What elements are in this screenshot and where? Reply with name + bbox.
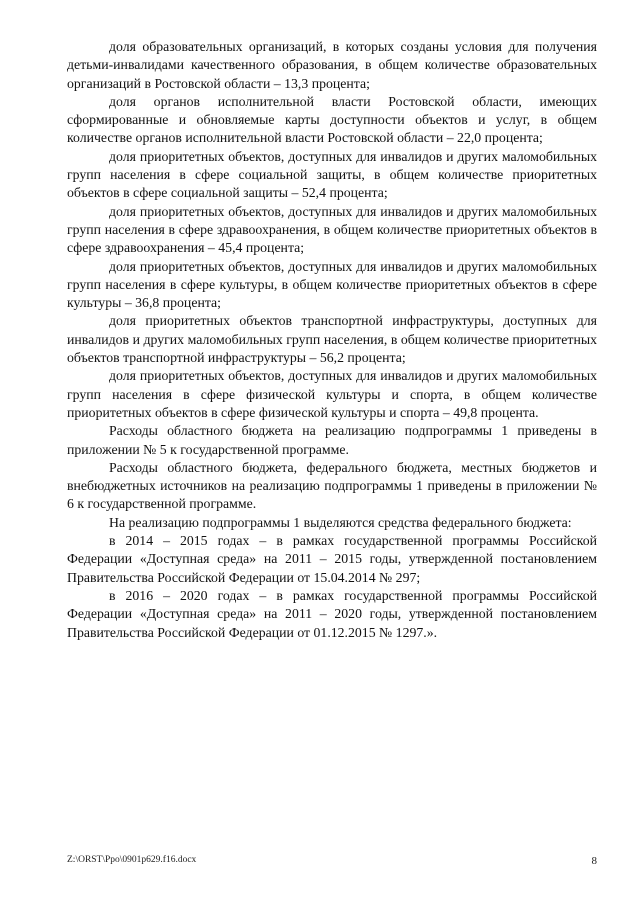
paragraph-social-protection-share: доля приоритетных объектов, доступных для инвалидов и других маломобильных групп населения в сфере социальной защиты, в общем количестве приоритетных объектов в сфере социальной защиты – 52,4 процента;: [67, 148, 597, 201]
paragraph-combined-budget-expenses: Расходы областного бюджета, федерального бюджета, местных бюджетов и внебюджетных источников на реализацию подпрограммы 1 приведены в приложении № 6 к государственной программе.: [67, 459, 597, 512]
footer-file-path: Z:\ORST\Ppo\0901p629.f16.docx: [67, 855, 197, 865]
paragraph-education-share: доля образовательных организаций, в которых созданы условия для получения детьми-инвалидами качественного образования, в общем количестве образовательных организаций в Ростовской области – 13,3 процента;: [67, 39, 597, 91]
paragraph-culture-share: доля приоритетных объектов, доступных для инвалидов и других маломобильных групп населения в сфере культуры, в общем количестве приоритетных объектов в сфере культуры – 36,8 процента;: [67, 258, 597, 311]
paragraph-federal-funds-2014-2015: в 2014 – 2015 годах – в рамках государственной программы Российской Федерации «Доступная среда» на 2011 – 2015 годы, утвержденной постановлением Правительства Российской Федерации от 15.04.2014 № 297;: [67, 533, 597, 585]
paragraph-transport-share: доля приоритетных объектов транспортной инфраструктуры, доступных для инвалидов и других маломобильных групп населения, в общем количестве приоритетных объектов транспортной инфраструктуры – 56,2 процента;: [67, 313, 597, 366]
paragraph-sport-share: доля приоритетных объектов, доступных для инвалидов и других маломобильных групп населения в сфере физической культуры и спорта, в общем количестве приоритетных объектов в сфере физической культуры и спорта – 49,8 процента.: [67, 368, 597, 420]
paragraph-executive-bodies-share: доля органов исполнительной власти Ростовской области, имеющих сформированные и обновляемые карты доступности объектов и услуг, в общем количестве органов исполнительной власти Ростовской области – 22,0 процента;: [67, 93, 597, 146]
document-body: [67, 38, 597, 642]
paragraph-federal-funds-intro: На реализацию подпрограммы 1 выделяются средства федерального бюджета:: [109, 514, 572, 530]
paragraph-regional-budget-expenses: Расходы областного бюджета на реализацию подпрограммы 1 приведены в приложении № 5 к государственной программе.: [67, 423, 597, 457]
paragraph-federal-funds-2016-2020: в 2016 – 2020 годах – в рамках государственной программы Российской Федерации «Доступная среда» на 2011 – 2020 годы, утвержденной постановлением Правительства Российской Федерации от 01.12.2015 № 1297.».: [67, 587, 597, 640]
page-number: 8: [591, 855, 597, 867]
paragraph-healthcare-share: доля приоритетных объектов, доступных для инвалидов и других маломобильных групп населения в сфере здравоохранения, в общем количестве приоритетных объектов в сфере здравоохранения – 45,4 процента;: [67, 203, 597, 256]
